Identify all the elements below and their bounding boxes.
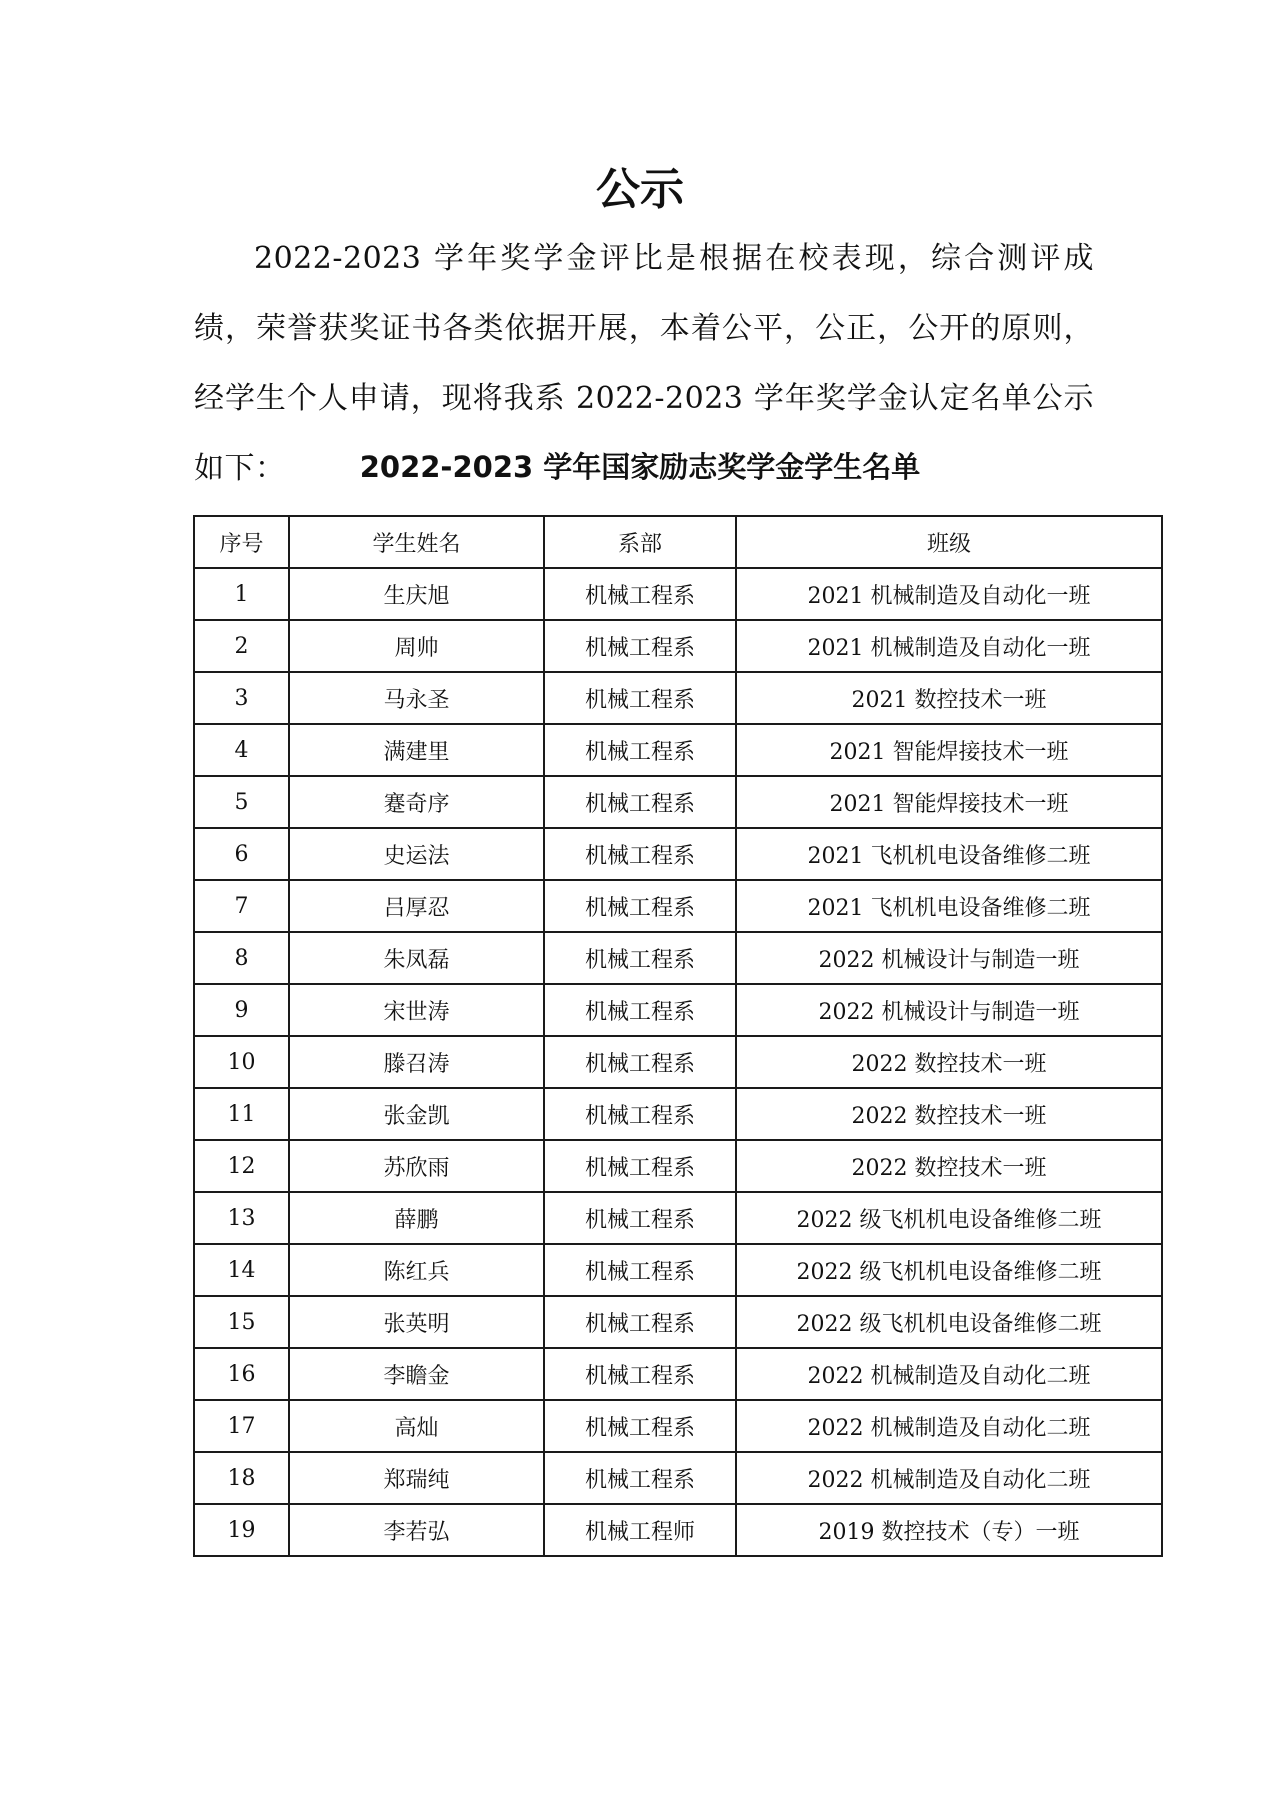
cell-index: 14	[194, 1244, 289, 1296]
cell-class: 2021 飞机机电设备维修二班	[736, 828, 1162, 880]
cell-class: 2022 机械制造及自动化二班	[736, 1400, 1162, 1452]
cell-student-name: 苏欣雨	[289, 1140, 544, 1192]
cell-department: 机械工程系	[544, 984, 736, 1036]
cell-student-name: 滕召涛	[289, 1036, 544, 1088]
table-row	[194, 1400, 1162, 1452]
cell-index: 9	[194, 984, 289, 1036]
cell-department: 机械工程系	[544, 776, 736, 828]
intro-paragraph: 2022-2023 学年奖学金评比是根据在校表现，综合测评成绩，荣誉获奖证书各类依据开展，本着公平，公正，公开的原则，经学生个人申请，现将我系 2022-2023 学年奖学金认定名单公示如下：	[194, 241, 1094, 486]
table-body	[194, 568, 1162, 1556]
cell-index: 15	[194, 1296, 289, 1348]
cell-class: 2021 飞机机电设备维修二班	[736, 880, 1162, 932]
table-row	[194, 1452, 1162, 1504]
cell-department: 机械工程系	[544, 724, 736, 776]
cell-student-name: 宋世涛	[289, 984, 544, 1036]
cell-department: 机械工程系	[544, 1244, 736, 1296]
cell-index: 1	[194, 568, 289, 620]
cell-class: 2022 机械制造及自动化二班	[736, 1452, 1162, 1504]
cell-class: 2019 数控技术（专）一班	[736, 1504, 1162, 1556]
cell-student-name: 高灿	[289, 1400, 544, 1452]
cell-department: 机械工程系	[544, 1140, 736, 1192]
table-row	[194, 620, 1162, 672]
cell-class: 2022 机械设计与制造一班	[736, 984, 1162, 1036]
cell-student-name: 史运法	[289, 828, 544, 880]
cell-department: 机械工程系	[544, 1192, 736, 1244]
table-row	[194, 568, 1162, 620]
cell-index: 3	[194, 672, 289, 724]
cell-index: 2	[194, 620, 289, 672]
table-header-row	[194, 516, 1162, 568]
cell-student-name: 朱凤磊	[289, 932, 544, 984]
cell-class: 2021 数控技术一班	[736, 672, 1162, 724]
cell-department: 机械工程系	[544, 1348, 736, 1400]
table-row	[194, 1244, 1162, 1296]
table-row	[194, 828, 1162, 880]
cell-student-name: 吕厚忍	[289, 880, 544, 932]
page-title: 公示	[596, 164, 684, 215]
cell-department: 机械工程系	[544, 880, 736, 932]
cell-department: 机械工程系	[544, 1088, 736, 1140]
table-row	[194, 776, 1162, 828]
cell-index: 16	[194, 1348, 289, 1400]
cell-student-name: 陈红兵	[289, 1244, 544, 1296]
cell-index: 17	[194, 1400, 289, 1452]
cell-student-name: 满建里	[289, 724, 544, 776]
cell-student-name: 李瞻金	[289, 1348, 544, 1400]
header-index: 序号	[194, 516, 289, 568]
cell-department: 机械工程师	[544, 1504, 736, 1556]
cell-class: 2021 机械制造及自动化一班	[736, 568, 1162, 620]
cell-class: 2022 机械设计与制造一班	[736, 932, 1162, 984]
cell-student-name: 蹇奇序	[289, 776, 544, 828]
cell-student-name: 郑瑞纯	[289, 1452, 544, 1504]
cell-student-name: 薛鹏	[289, 1192, 544, 1244]
header-department: 系部	[544, 516, 736, 568]
cell-student-name: 周帅	[289, 620, 544, 672]
scholarship-table	[193, 515, 1163, 1557]
table-row	[194, 1348, 1162, 1400]
cell-student-name: 张英明	[289, 1296, 544, 1348]
table-row	[194, 1192, 1162, 1244]
cell-class: 2022 机械制造及自动化二班	[736, 1348, 1162, 1400]
cell-department: 机械工程系	[544, 932, 736, 984]
cell-index: 18	[194, 1452, 289, 1504]
cell-department: 机械工程系	[544, 620, 736, 672]
cell-index: 11	[194, 1088, 289, 1140]
cell-index: 5	[194, 776, 289, 828]
table-row	[194, 1088, 1162, 1140]
cell-department: 机械工程系	[544, 1036, 736, 1088]
cell-index: 8	[194, 932, 289, 984]
cell-department: 机械工程系	[544, 1296, 736, 1348]
cell-department: 机械工程系	[544, 1452, 736, 1504]
cell-index: 6	[194, 828, 289, 880]
table-row	[194, 672, 1162, 724]
table-row	[194, 932, 1162, 984]
cell-class: 2022 数控技术一班	[736, 1140, 1162, 1192]
cell-class: 2021 智能焊接技术一班	[736, 776, 1162, 828]
cell-student-name: 生庆旭	[289, 568, 544, 620]
cell-department: 机械工程系	[544, 1400, 736, 1452]
cell-class: 2022 数控技术一班	[736, 1036, 1162, 1088]
table-row	[194, 1140, 1162, 1192]
table-row	[194, 1296, 1162, 1348]
table-title: 2022-2023 学年国家励志奖学金学生名单	[359, 450, 921, 484]
table-row	[194, 1504, 1162, 1556]
table-row	[194, 1036, 1162, 1088]
cell-index: 7	[194, 880, 289, 932]
cell-department: 机械工程系	[544, 672, 736, 724]
table-header	[194, 516, 1162, 568]
table-row	[194, 984, 1162, 1036]
cell-index: 13	[194, 1192, 289, 1244]
cell-student-name: 马永圣	[289, 672, 544, 724]
table-row	[194, 724, 1162, 776]
cell-department: 机械工程系	[544, 828, 736, 880]
cell-class: 2022 级飞机机电设备维修二班	[736, 1296, 1162, 1348]
cell-department: 机械工程系	[544, 568, 736, 620]
cell-index: 10	[194, 1036, 289, 1088]
cell-class: 2022 级飞机机电设备维修二班	[736, 1192, 1162, 1244]
cell-class: 2022 级飞机机电设备维修二班	[736, 1244, 1162, 1296]
header-student-name: 学生姓名	[289, 516, 544, 568]
cell-class: 2021 机械制造及自动化一班	[736, 620, 1162, 672]
cell-student-name: 李若弘	[289, 1504, 544, 1556]
table-row	[194, 880, 1162, 932]
cell-class: 2021 智能焊接技术一班	[736, 724, 1162, 776]
header-class: 班级	[736, 516, 1162, 568]
cell-student-name: 张金凯	[289, 1088, 544, 1140]
cell-index: 4	[194, 724, 289, 776]
cell-index: 12	[194, 1140, 289, 1192]
cell-class: 2022 数控技术一班	[736, 1088, 1162, 1140]
cell-index: 19	[194, 1504, 289, 1556]
